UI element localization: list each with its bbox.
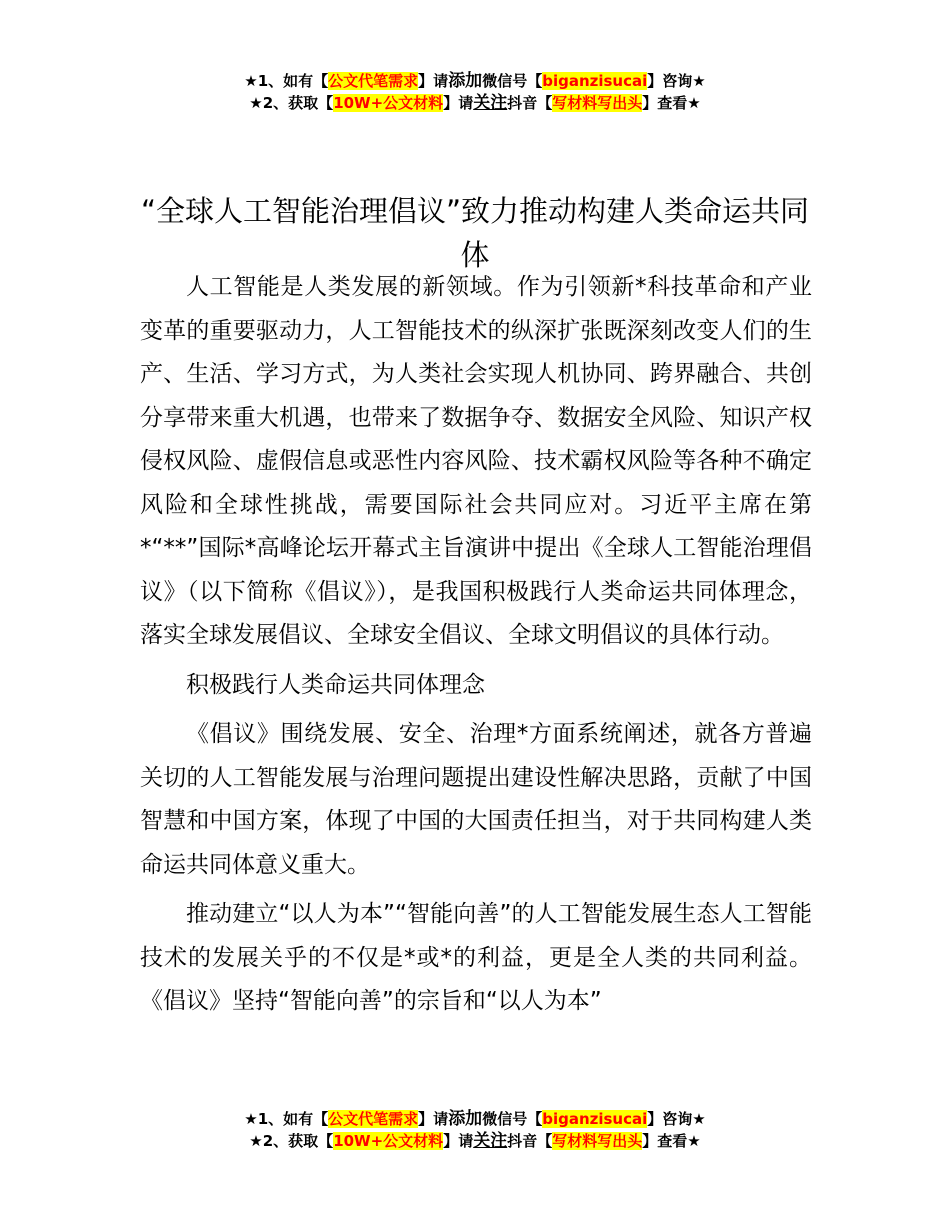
banner-text: 微信号【 (482, 72, 543, 90)
document-body (140, 266, 812, 1024)
banner-text: 】请 (443, 94, 474, 112)
banner-line-2 (0, 92, 950, 114)
banner-text: 微信号【 (482, 1110, 543, 1128)
document-title: “全球人工智能治理倡议”致力推动构建人类命运共同体 (140, 194, 810, 273)
banner-line-1 (0, 70, 950, 92)
banner-text: 抖音【 (507, 94, 553, 112)
banner-text: 】请 (418, 1110, 449, 1128)
banner-text: ★1、如有【 (244, 1110, 329, 1128)
banner-text: 】查看★ (642, 94, 701, 112)
banner-text: 抖音【 (507, 1132, 553, 1150)
section-heading: 积极践行人类命运共同体理念 (186, 671, 485, 698)
banner-text: 】请 (418, 72, 449, 90)
banner-highlight: 公文代笔需求 (328, 72, 419, 90)
banner-highlight: 10W+公文材料 (333, 1132, 444, 1150)
banner-text: 】请 (443, 1132, 474, 1150)
banner-text: 】咨询★ (647, 72, 706, 90)
banner-highlight: 写材料写出头 (552, 1132, 643, 1150)
banner-text: 】咨询★ (647, 1110, 706, 1128)
banner-highlight: biganzisucai (542, 1110, 648, 1128)
banner-text: ★2、获取【 (249, 1132, 334, 1150)
footer-banner (0, 1108, 950, 1152)
banner-highlight: 10W+公文材料 (333, 94, 444, 112)
paragraph: 《倡议》围绕发展、安全、治理*方面系统阐述，就各方普遍关切的人工智能发展与治理问题提出建设性解决思路，贡献了中国智慧和中国方案，体现了中国的大国责任担当，对于共同构建人类命运共同体意义重大。 (140, 721, 812, 878)
banner-emphasis: 添加 (448, 71, 483, 91)
banner-emphasis: 关注 (473, 1131, 508, 1151)
banner-text: ★2、获取【 (249, 94, 334, 112)
banner-text: ★1、如有【 (244, 72, 329, 90)
banner-highlight: 公文代笔需求 (328, 1110, 419, 1128)
banner-emphasis: 添加 (448, 1109, 483, 1129)
banner-text: 】查看★ (642, 1132, 701, 1150)
paragraph: 推动建立“以人为本”“智能向善”的人工智能发展生态人工智能技术的发展关乎的不仅是*或*的利益，更是全人类的共同利益。《倡议》坚持“智能向善”的宗旨和“以人为本” (140, 901, 812, 1014)
banner-line-1 (0, 1108, 950, 1130)
banner-line-2 (0, 1130, 950, 1152)
banner-highlight: biganzisucai (542, 72, 648, 90)
paragraph: 人工智能是人类发展的新领域。作为引领新*科技革命和产业变革的重要驱动力，人工智能技术的纵深扩张既深刻改变人们的生产、生活、学习方式，为人类社会实现人机协同、跨界融合、共创分享带来重大机遇，也带来了数据争夺、数据安全风险、知识产权侵权风险、虚假信息或恶性内容风险、技术霸权风险等各种不确定风险和全球性挑战，需要国际社会共同应对。习近平主席在第*“**”国际*高峰论坛开幕式主旨演讲中提出《全球人工智能治理倡议》（以下简称《倡议》），是我国积极践行人类命运共同体理念，落实全球发展倡议、全球安全倡议、全球文明倡议的具体行动。 (140, 274, 812, 648)
banner-emphasis: 关注 (473, 93, 508, 113)
banner-highlight: 写材料写出头 (552, 94, 643, 112)
header-banner (0, 70, 950, 114)
